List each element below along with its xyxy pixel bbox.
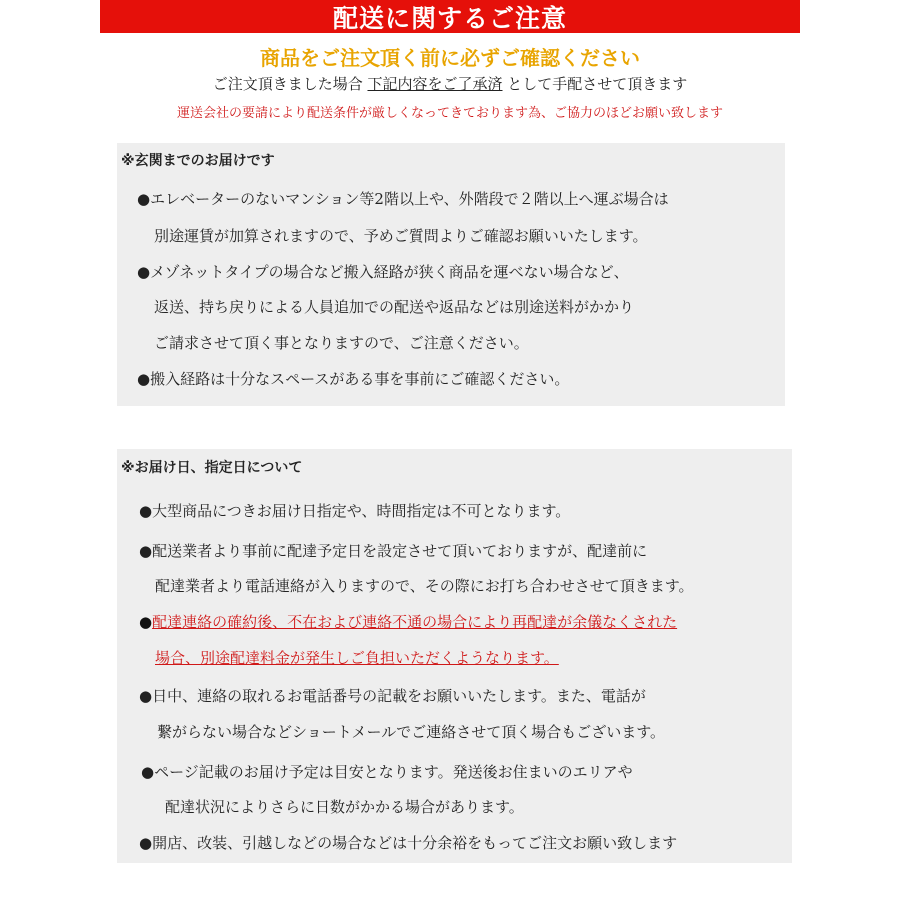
section1-line: ●搬入経路は十分なスペースがある事を事前にご確認ください。: [137, 370, 570, 388]
section2-line: ●日中、連絡の取れるお電話番号の記載をお願いいたします。また、電話が: [139, 687, 646, 705]
section1-line: ご請求させて頂く事となりますので、ご注意ください。: [154, 334, 529, 352]
warning-bullet: ●: [139, 613, 153, 631]
section-delivery-date: [117, 449, 792, 863]
section2-line: ●ページ記載のお届け予定は目安となります。発送後お住まいのエリアや: [141, 763, 633, 781]
warning-text: 配達連絡の確約後、不在および連絡不通の場合により再配達が余儀なくされた: [152, 613, 678, 631]
section-entrance-delivery: [117, 143, 785, 406]
section2-line: ●大型商品につきお届け日指定や、時間指定は不可となります。: [139, 502, 571, 520]
section2-line: 繋がらない場合などショートメールでご連絡させて頂く場合もございます。: [157, 723, 666, 741]
subheading: 商品をご注文頂く前に必ずご確認ください: [260, 46, 640, 70]
section1-line: 返送、持ち戻りによる人員追加での配送や返品などは別途送料がかかり: [154, 298, 635, 316]
banner-title: 配送に関するご注意: [332, 3, 567, 33]
section2-heading: ※お届け日、指定日について: [121, 460, 303, 476]
intro-line: [0, 73, 900, 94]
section2-line-warning: [139, 611, 677, 632]
title-banner: [100, 0, 800, 33]
section2-line: 配達状況によりさらに日数がかかる場合があります。: [165, 798, 524, 816]
intro-post: として手配させて頂きます: [507, 75, 688, 93]
carrier-notice: 運送会社の要請により配送条件が厳しくなってきております為、ご協力のほどお願い致します: [176, 106, 723, 121]
section2-line: ●配送業者より事前に配達予定日を設定させて頂いておりますが、配達前に: [139, 542, 648, 560]
section2-line-warning: 場合、別途配達料金が発生しご負担いただくようなります。: [155, 649, 559, 667]
section1-line: 別途運賃が加算されますので、予めご質問よりご確認お願いいたします。: [154, 227, 648, 245]
intro-underlined: 下記内容をご了承済: [367, 75, 503, 93]
section1-line: ●エレベーターのないマンション等2階以上や、外階段で２階以上へ運ぶ場合は: [137, 190, 669, 208]
section2-line: ●開店、改装、引越しなどの場合などは十分余裕をもってご注文お願い致します: [139, 834, 678, 852]
intro-pre: ご注文頂きました場合: [212, 75, 363, 93]
section2-line: 配達業者より電話連絡が入りますので、その際にお打ち合わせさせて頂きます。: [155, 577, 694, 595]
section1-line: ●メゾネットタイプの場合など搬入経路が狭く商品を運べない場合など、: [137, 263, 629, 281]
section1-heading: ※玄関までのお届けです: [121, 153, 275, 169]
